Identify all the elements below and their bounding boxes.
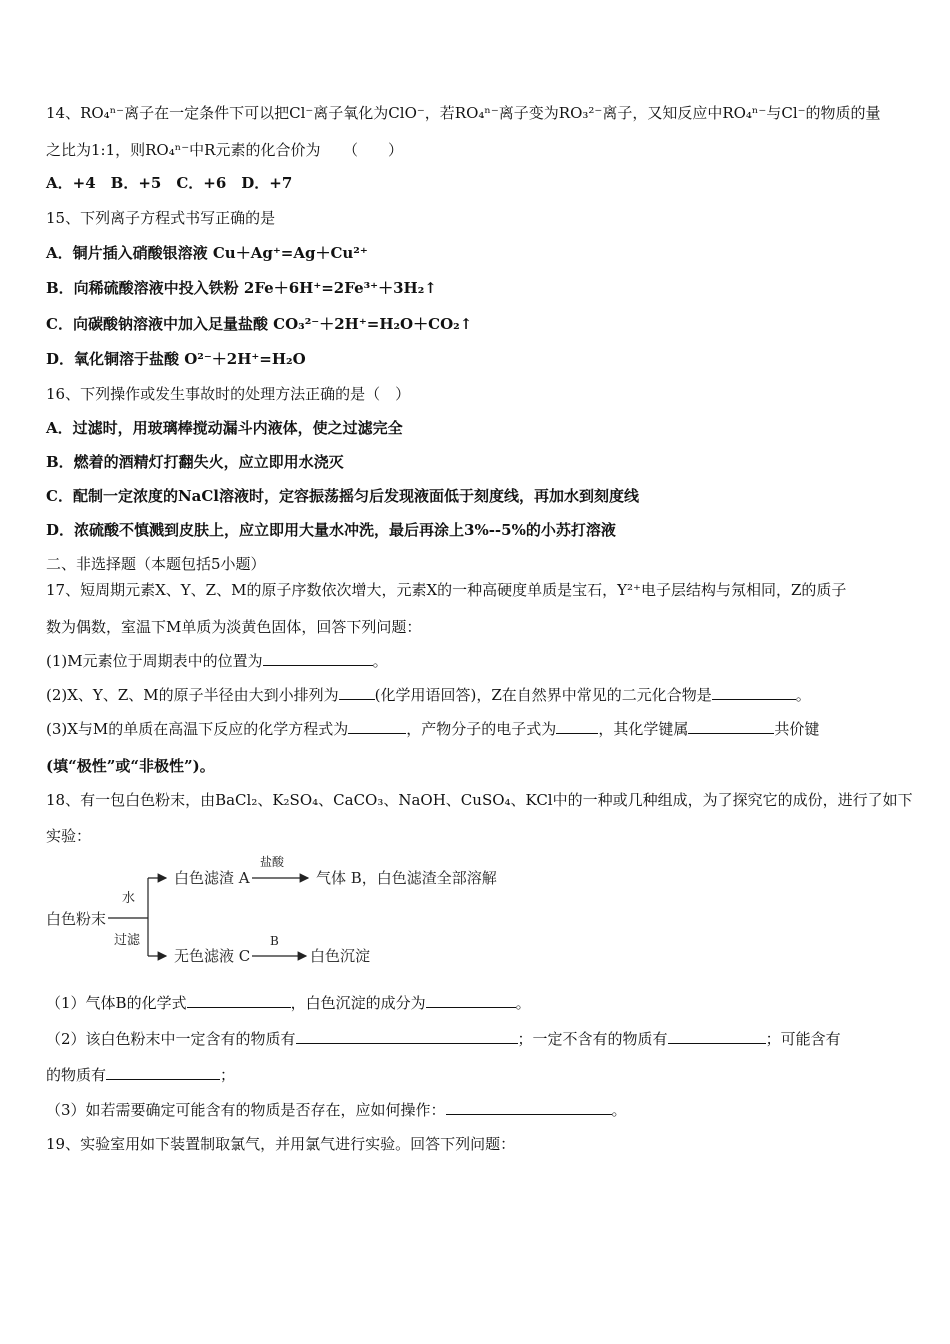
q15-option-a: A．铜片插入硝酸银溶液 Cu＋Ag⁺=Ag＋Cu²⁺ [46, 244, 368, 262]
q18-part2-line2-text: 的物质有 [46, 1066, 107, 1084]
section-heading: 二、非选择题（本题包括5小题） [46, 555, 266, 573]
q18-part2-line2-end: ； [220, 1066, 236, 1084]
q15-option-b: B．向稀硫酸溶液中投入铁粉 2Fe＋6H⁺=2Fe³⁺＋3H₂↑ [46, 279, 437, 297]
q16-option-a: A．过滤时，用玻璃棒搅动漏斗内液体，使之过滤完全 [46, 419, 403, 437]
q16-option-c: C．配制一定浓度的NaCl溶液时，定容振荡摇匀后发现液面低于刻度线，再加水到刻度线 [46, 487, 640, 505]
q18-part2-line2 [46, 1065, 235, 1085]
q18-part1-text-b: ，白色沉淀的成分为 [290, 994, 426, 1012]
q18-part2-text-b: ；一定不含有的物质有 [517, 1030, 668, 1048]
q17-part3-text-c: ，其化学键属 [598, 720, 689, 738]
diagram-start: 白色粉末 [46, 910, 107, 928]
diagram-bottom-result: 白色沉淀 [310, 947, 371, 965]
q18-line2: 实验： [46, 827, 92, 845]
q17-part3-text-d: 共价键 [774, 720, 820, 738]
answer-blank[interactable] [263, 651, 373, 666]
q15-option-d: D．氧化铜溶于盐酸 O²⁻＋2H⁺=H₂O [46, 350, 306, 368]
q17-part1 [46, 651, 388, 671]
diagram-top-reagent: 盐酸 [260, 855, 285, 869]
q17-part2 [46, 685, 811, 705]
answer-blank[interactable] [187, 993, 291, 1008]
q14-line1: 14、RO₄ⁿ⁻离子在一定条件下可以把Cl⁻离子氧化为ClO⁻，若RO₄ⁿ⁻离子变为RO₃²⁻离子，又知反应中RO₄ⁿ⁻与Cl⁻的物质的量 [46, 104, 881, 122]
answer-blank[interactable] [668, 1029, 766, 1044]
q14-line2: 之比为1:1，则RO₄ⁿ⁻中R元素的化合价为 （ ） [46, 141, 403, 159]
answer-blank[interactable] [296, 1029, 518, 1044]
q18-part3-text: （3）如若需要确定可能含有的物质是否存在，应如何操作： [46, 1101, 446, 1119]
q17-part2-end: 。 [795, 686, 811, 704]
q16-option-b: B．燃着的酒精灯打翻失火，应立即用水浇灭 [46, 453, 344, 471]
q14-options: A．+4 B．+5 C．+6 D．+7 [46, 174, 293, 192]
q18-part2-text-c: ；可能含有 [765, 1030, 841, 1048]
q18-part2-text: （2）该白色粉末中一定含有的物质有 [46, 1030, 296, 1048]
q18-part3 [46, 1100, 627, 1120]
answer-blank[interactable] [688, 719, 774, 734]
answer-blank[interactable] [348, 719, 406, 734]
q18-part1 [46, 993, 531, 1013]
diagram-top-node: 白色滤渣 A [174, 869, 250, 887]
q17-line1: 17、短周期元素X、Y、Z、M的原子序数依次增大，元素X的一种高硬度单质是宝石，Y²⁺电子层结构与氖相同，Z的质子 [46, 581, 847, 599]
q18-part1-end: 。 [515, 994, 531, 1012]
q17-part3-line2: (填“极性”或“非极性”)。 [46, 757, 215, 775]
diagram-top-result: 气体 B，白色滤渣全部溶解 [316, 869, 497, 887]
q17-part3 [46, 719, 819, 739]
answer-blank[interactable] [712, 685, 796, 700]
diagram-water-label: 水 [122, 891, 136, 906]
answer-blank[interactable] [426, 993, 516, 1008]
diagram-bottom-reagent: B [270, 934, 279, 948]
q17-part2-text-b: (化学用语回答)，Z在自然界中常见的二元化合物是 [374, 686, 712, 704]
answer-blank[interactable] [556, 719, 598, 734]
q17-part3-text-b: ，产物分子的电子式为 [406, 720, 557, 738]
q15-stem: 15、下列离子方程式书写正确的是 [46, 209, 276, 227]
answer-blank[interactable] [106, 1065, 220, 1080]
q18-line1: 18、有一包白色粉末，由BaCl₂、K₂SO₄、CaCO₃、NaOH、CuSO₄、KCl中的一种或几种组成，为了探究它的成份，进行了如下 [46, 791, 913, 809]
q17-part2-text: (2)X、Y、Z、M的原子半径由大到小排列为 [46, 686, 339, 704]
q17-part3-text: (3)X与M的单质在高温下反应的化学方程式为 [46, 720, 349, 738]
q16-stem: 16、下列操作或发生事故时的处理方法正确的是（ ） [46, 385, 411, 403]
diagram-filter-label: 过滤 [114, 933, 141, 948]
experiment-flow-diagram [44, 852, 514, 976]
q17-line2: 数为偶数，室温下M单质为淡黄色固体，回答下列问题： [46, 618, 422, 636]
q17-part1-text: (1)M元素位于周期表中的位置为 [46, 652, 263, 670]
answer-blank[interactable] [339, 685, 375, 700]
q16-option-d: D．浓硫酸不慎溅到皮肤上，应立即用大量水冲洗，最后再涂上3%--5%的小苏打溶液 [46, 521, 616, 539]
q15-option-c: C．向碳酸钠溶液中加入足量盐酸 CO₃²⁻＋2H⁺=H₂O＋CO₂↑ [46, 315, 473, 333]
diagram-bottom-node: 无色滤液 C [174, 947, 251, 965]
q18-part1-text: （1）气体B的化学式 [46, 994, 187, 1012]
answer-blank[interactable] [446, 1100, 612, 1115]
q19-stem: 19、实验室用如下装置制取氯气，并用氯气进行实验。回答下列问题： [46, 1135, 516, 1153]
q18-part3-end: 。 [611, 1101, 627, 1119]
q18-part2 [46, 1029, 841, 1049]
q17-part1-end: 。 [372, 652, 388, 670]
